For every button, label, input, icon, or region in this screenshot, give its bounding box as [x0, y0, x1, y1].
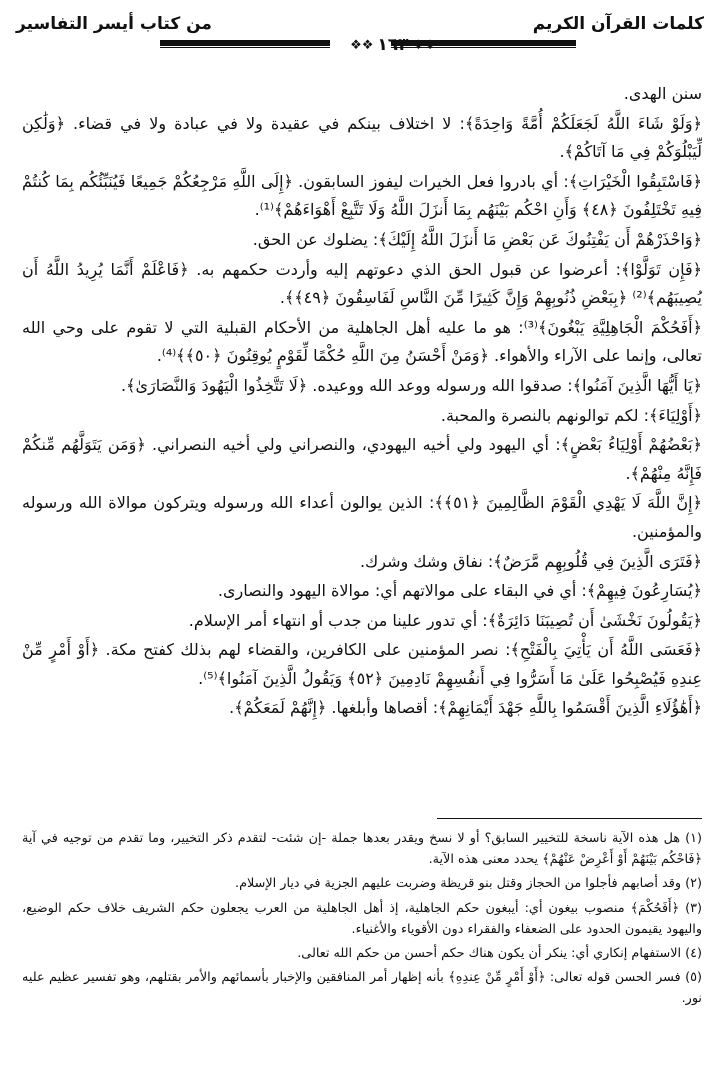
text-line: ﴿يَقُولُونَ نَخْشَىٰ أَن تُصِيبَنَا دَائِرَةٌ﴾: أي تدور علينا من جدب أو انتهاء أمر الإسلام.	[188, 610, 702, 630]
header-thin-rule-left	[160, 47, 330, 48]
text-line: ﴿فَتَرَى الَّذِينَ فِي قُلُوبِهِم مَّرَضٌ﴾: نفاق وشك وشرك.	[359, 551, 702, 571]
text-line: ﴿أَوْلِيَاءَ﴾: لكم توالونهم بالنصرة والمحبة.	[440, 405, 702, 425]
text-line: ﴿أَفَحُكْمَ الْجَاهِلِيَّةِ يَبْغُونَ﴾⁽³⁾: هو ما عليه أهل الجاهلية من الأحكام القبلية التي لا تقوم على وحي الله تعالى، وإنما على الآراء والأهواء. ﴿وَمَنْ أَحْسَنُ مِنَ اللَّهِ حُكْمًا لِّقَوْمٍ يُوقِنُونَ ﴿٥٠﴾﴾⁽⁴⁾.	[22, 317, 702, 366]
text-line: ﴿أَهَٰؤُلَاءِ الَّذِينَ أَقْسَمُوا بِاللَّهِ جَهْدَ أَيْمَانِهِمْ﴾: أقصاها وأبلغها. ﴿إِنَّهُمْ لَمَعَكُمْ﴾.	[229, 698, 702, 718]
footnote: (٤) الاستفهام إنكاري أي: ينكر أن يكون هناك حكم أحسن من حكم الله تعالى.	[297, 946, 702, 962]
text-line: ﴿يُسَارِعُونَ فِيهِمْ﴾: أي في البقاء على موالاتهم أي: موالاة اليهود والنصارى.	[217, 581, 702, 601]
footnote: (١) هل هذه الآية ناسخة للتخيير السابق؟ أو لا نسخ ويقدر بعدها جملة -إن شئت- لتقدم ذكر التخيير، وما تقدم من توجيه في آية ﴿فَاحْكُم بَيْنَهُمْ أَوْ أَعْرِضْ عَنْهُمْ﴾ يحدد معنى هذه الآية.	[22, 831, 702, 868]
ornament-left-icon: ❖❖	[350, 37, 374, 53]
text-line: سنن الهدى.	[623, 84, 702, 103]
text-line: ﴿وَلَوْ شَاءَ اللَّهُ لَجَعَلَكُمْ أُمَّةً وَاحِدَةً﴾: لا اختلاف بينكم في عقيدة ولا في عبادة ولا في قضاء. ﴿وَلَٰكِن لِّيَبْلُوَكُمْ فِي مَا آتَاكُمْ﴾.	[22, 113, 702, 162]
text-line: ﴿إِنَّ اللَّهَ لَا يَهْدِي الْقَوْمَ الظَّالِمِينَ ﴿٥١﴾﴾: الذين يوالون أعداء الله ورسوله ويتركون موالاة الله ورسوله والمؤمنين.	[22, 493, 702, 541]
footnotes	[22, 828, 702, 1078]
text-line: ﴿فَاسْتَبِقُوا الْخَيْرَاتِ﴾: أي بادروا فعل الخيرات ليفوز السابقون. ﴿إِلَى اللَّهِ مَرْجِعُكُمْ جَمِيعًا فَيُنَبِّئُكُم بِمَا كُنتُمْ فِيهِ تَخْتَلِفُونَ ﴿٤٨﴾ وَأَنِ احْكُم بَيْنَهُم بِمَا أَنزَلَ اللَّهُ وَلَا تَتَّبِعْ أَهْوَاءَهُمْ﴾⁽¹⁾.	[22, 171, 702, 220]
text-line: ﴿فَعَسَى اللَّهُ أَن يَأْتِيَ بِالْفَتْحِ﴾: نصر المؤمنين على الكافرين، والقضاء لهم بذلك كفتح مكة. ﴿أَوْ أَمْرٍ مِّنْ عِندِهِ فَيُصْبِحُوا عَلَىٰ مَا أَسَرُّوا فِي أَنفُسِهِمْ نَادِمِينَ ﴿٥٢﴾ وَيَقُولُ الَّذِينَ آمَنُوا﴾⁽⁵⁾.	[22, 640, 702, 688]
footnote: (٣) ﴿أَفَحُكْمَ﴾ منصوب بيغون أي: أيبغون حكم الجاهلية، إذ أهل الجاهلية من العرب يجعلون حكم الشريف خلاف حكم الوضيع، واليهود يقيمون الحدود على الضعفاء والفقراء دون الأقوياء والأغنياء.	[22, 900, 702, 937]
page-number: ١٦٣	[377, 35, 409, 55]
footnote-divider	[437, 818, 702, 819]
ornament-right-icon: ❖❖	[412, 37, 436, 53]
header-book-title: كلمات القرآن الكريم	[532, 14, 704, 34]
footnote: (٥) فسر الحسن قوله تعالى: ﴿أَوْ أَمْرٍ مِّنْ عِندِهِ﴾ بأنه إظهار أمر المنافقين والإخبار بأسمائهم والأمر بقتلهم، وهو تفسير عظيم عليه نور.	[22, 970, 702, 1007]
text-line: ﴿بَعْضُهُمْ أَوْلِيَاءُ بَعْضٍ﴾: أي اليهود ولي أخيه اليهودي، والنصراني ولي أخيه النصراني. ﴿وَمَن يَتَوَلَّهُم مِّنكُمْ فَإِنَّهُ مِنْهُمْ﴾.	[22, 435, 702, 483]
footnote: (٢) وقد أصابهم فأجلوا من الحجاز وقتل بنو قريظة وضربت عليهم الجزية في ديار الإسلام.	[235, 876, 702, 892]
text-line: ﴿وَاحْذَرْهُمْ أَن يَفْتِنُوكَ عَن بَعْضِ مَا أَنزَلَ اللَّهُ إِلَيْكَ﴾: يضلوك عن الحق.	[252, 229, 702, 249]
text-line: ﴿فَإِن تَوَلَّوْا﴾: أعرضوا عن قبول الحق الذي دعوتهم إليه وأردت حكمهم به. ﴿فَاعْلَمْ أَنَّمَا يُرِيدُ اللَّهُ أَن يُصِيبَهُم﴾⁽²⁾ ﴿بِبَعْضِ ذُنُوبِهِمْ وَإِنَّ كَثِيرًا مِّنَ النَّاسِ لَفَاسِقُونَ ﴿٤٩﴾﴾.	[22, 259, 702, 308]
page-number-block	[338, 32, 448, 58]
header-source-title: من كتاب أيسر التفاسير	[16, 14, 212, 34]
main-text	[22, 80, 702, 800]
text-line: ﴿يَا أَيُّهَا الَّذِينَ آمَنُوا﴾: صدقوا الله ورسوله ووعد الله ووعيده. ﴿لَا تَتَّخِذُوا الْيَهُودَ وَالنَّصَارَىٰ﴾.	[121, 375, 702, 395]
header-rule-left	[160, 40, 330, 46]
